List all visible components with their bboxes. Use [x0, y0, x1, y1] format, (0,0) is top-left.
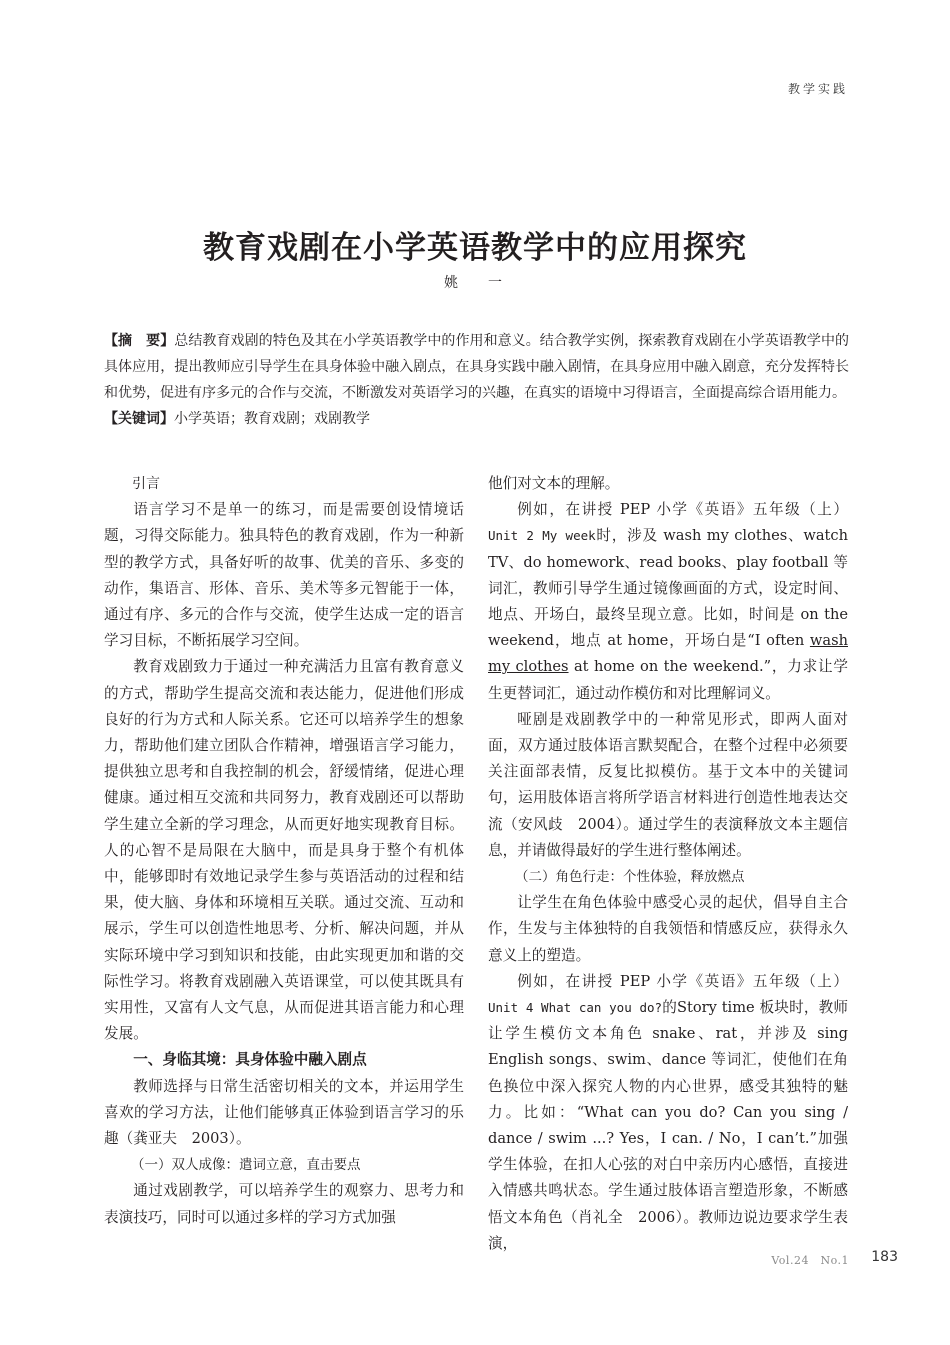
abstract-block: [104, 328, 849, 432]
keywords-text: 小学英语；教育戏剧；戏剧教学: [174, 411, 370, 427]
text-run: 例如，在讲授 PEP 小学《英语》五年级（上）: [517, 972, 848, 990]
abstract-label: 【摘 要】: [104, 333, 175, 349]
article-title: 教育戏剧在小学英语教学中的应用探究: [203, 230, 747, 266]
right-column: [488, 471, 848, 1257]
section-tag: 教学实践: [787, 82, 848, 96]
unit-label: Unit 2 My week: [488, 528, 596, 544]
volume-info: Vol.24 No.1: [771, 1254, 849, 1267]
paragraph: [488, 969, 848, 1257]
keywords-label: 【关键词】: [104, 411, 174, 427]
paragraph: [488, 497, 848, 707]
abstract: [104, 328, 849, 406]
paragraph: 通过戏剧教学，可以培养学生的观察力、思考力和表演技巧，同时可以通过多样的学习方式加强: [104, 1182, 464, 1226]
text-run: 的Story time 板块时，教师让学生模仿文本角色 snake、rat，并涉及 sing English songs、swim、dance 等词汇，使他们在角色换位中深入探究人物的内心世界，感受其独特的魅力。比如：“What can you do? Can you sing / dance / swim ...? Yes，I can. / No，I can’t.”加强学生体验，在扣人心弦的对白中亲历内心感悟，直接进入情感共鸣状态。学生通过肢体语言塑造形象，不断感悟文本角色（肖礼全 2006）。教师边说边要求学生表演，: [488, 999, 849, 1252]
paragraph: 语言学习不是单一的练习，而是需要创设情境话题，习得交际能力。独具特色的教育戏剧，作为一种新型的教学方式，具备好听的故事、优美的音乐、多变的动作，集语言、形体、音乐、美术等多元智能于一体，通过有序、多元的合作与交流，使学生达成一定的语言学习目标，不断拓展学习空间。: [104, 501, 464, 650]
page-number: 183: [871, 1249, 898, 1265]
unit-label: Unit 4 What can you do?: [488, 1000, 663, 1016]
abstract-text: 总结教育戏剧的特色及其在小学英语教学中的作用和意义。结合教学实例，探索教育戏剧在小学英语教学中的具体应用，提出教师应引导学生在具身体验中融入剧点，在具身实践中融入剧情，在具身应用中融入剧意，充分发挥特长和优势，促进有序多元的合作与交流，不断激发对英语学习的兴趣，在真实的语境中习得语言，全面提高综合语用能力。: [104, 333, 850, 401]
intro-heading: 引言: [132, 476, 160, 492]
text-run: at home on the weekend.”，力求让学生更替词汇，通过动作模仿和对比理解词义。: [488, 658, 848, 702]
paragraph: 教师选择与日常生活密切相关的文本，并运用学生喜欢的学习方法，让他们能够真正体验到语言学习的乐趣（龚亚夫 2003）。: [104, 1077, 464, 1148]
author: 姚一: [444, 275, 532, 291]
subsection-heading: （二）角色行走：个性体验，释放燃点: [515, 869, 745, 886]
text-run: 例如，在讲授 PEP 小学《英语》五年级（上）: [517, 501, 848, 519]
subsection-heading: （一）双人成像：遣词立意，直击要点: [131, 1157, 361, 1174]
keywords: [104, 406, 849, 432]
underlined-phrase: wash my clothes: [488, 632, 848, 676]
text-run: 时，涉及 wash my clothes、watch TV、do homework、read books、play football 等词汇，教师引导学生通过镜像画面的方式，设定时间、地点、开场白，最终呈现立意。比如，时间是 on the weekend，地点 at home，开场白是“I often: [488, 527, 848, 650]
paragraph: 他们对文本的理解。: [488, 475, 620, 492]
section-heading: 一、身临其境：具身体验中融入剧点: [133, 1051, 367, 1069]
paragraph: 哑剧是戏剧教学中的一种常见形式，即两人面对面，双方通过肢体语言默契配合，在整个过程中必须要关注面部表情，反复比拟模仿。基于文本中的关键词句，运用肢体语言将所学语言材料进行创造性地表达交流（安风歧 2004）。通过学生的表演释放文本主题信息，并请做得最好的学生进行整体阐述。: [488, 710, 848, 859]
paragraph: 让学生在角色体验中感受心灵的起伏，倡导自主合作，生发与主体独特的自我领悟和情感反应，获得永久意义上的塑造。: [488, 894, 848, 964]
left-column: [104, 471, 464, 1231]
paragraph: 教育戏剧致力于通过一种充满活力且富有教育意义的方式，帮助学生提高交流和表达能力，促进他们形成良好的行为方式和人际关系。它还可以培养学生的想象力，帮助他们建立团队合作精神，增强语言学习能力，提供独立思考和自我控制的机会，舒缓情绪，促进心理健康。通过相互交流和共同努力，教育戏剧还可以帮助学生建立全新的学习理念，从而更好地实现教育目标。人的心智不是局限在大脑中，而是具身于整个有机体中，能够即时有效地记录学生参与英语活动的过程和结果，使大脑、身体和环境相互关联。通过交流、互动和展示，学生可以创造性地思考、分析、解决问题，并从实际环境中学习到知识和技能，由此实现更加和谐的交际性学习。将教育戏剧融入英语课堂，可以使其既具有实用性，又富有人文气息，从而促进其语言能力和心理发展。: [104, 658, 464, 1043]
